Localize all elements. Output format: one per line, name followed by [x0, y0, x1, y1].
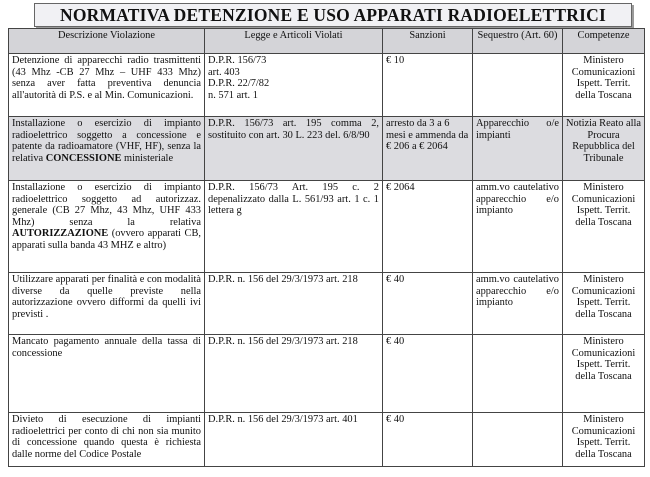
cell-sequestro [473, 413, 563, 467]
cell-competenze: Ministero Comunicazioni Ispett. Territ. della Toscana [563, 181, 645, 273]
cell-sanzioni: € 10 [383, 54, 473, 117]
table-row [9, 413, 645, 467]
cell-sanzioni: € 2064 [383, 181, 473, 273]
cell-descrizione: Utilizzare apparati per finalità e con modalità diverse da quelle previste nella autorizzazione ovvero difformi da quelli ivi previsti . [9, 273, 205, 335]
cell-competenze: Ministero Comunicazioni Ispett. Territ. della Toscana [563, 273, 645, 335]
column-header-sanzioni: Sanzioni [383, 29, 473, 54]
cell-descrizione: Installazione o esercizio di impianto radioelettrico soggetto ad autorizzaz. generale (CB 27 Mhz, 43 Mhz, UHF 433 Mhz) senza la relativa AUTORIZZAZIONE (ovvero apparati CB, apparati sulla banda 43 MHZ e altro) [9, 181, 205, 273]
violations-table [8, 28, 645, 467]
cell-legge: D.P.R. n. 156 del 29/3/1973 art. 218 [205, 273, 383, 335]
cell-sanzioni: € 40 [383, 273, 473, 335]
table-row [9, 181, 645, 273]
cell-competenze: Ministero Comunicazioni Ispett. Territ. della Toscana [563, 54, 645, 117]
cell-sequestro [473, 54, 563, 117]
cell-legge: D.P.R. 156/73 art. 403 D.P.R. 22/7/82 n. 571 art. 1 [205, 54, 383, 117]
column-header-sequestro: Sequestro (Art. 60) [473, 29, 563, 54]
cell-competenze: Ministero Comunicazioni Ispett. Territ. della Toscana [563, 413, 645, 467]
column-header-legge: Legge e Articoli Violati [205, 29, 383, 54]
table-row [9, 117, 645, 181]
cell-sanzioni: € 40 [383, 413, 473, 467]
cell-competenze: Notizia Reato alla Procura Repubblica del Tribunale [563, 117, 645, 181]
cell-sequestro [473, 335, 563, 413]
cell-sequestro: Apparecchio o/e impianti [473, 117, 563, 181]
cell-descrizione: Mancato pagamento annuale della tassa di concessione [9, 335, 205, 413]
cell-descrizione: Installazione o esercizio di impianto radioelettrico soggetto a concessione e patente da radioamatore (VHF, HF), senza la relativa CONCESSIONE ministeriale [9, 117, 205, 181]
table-row [9, 273, 645, 335]
table-row [9, 54, 645, 117]
column-header-competenze: Competenze [563, 29, 645, 54]
cell-legge: D.P.R. 156/73 art. 195 comma 2, sostituito con art. 30 L. 223 del. 6/8/90 [205, 117, 383, 181]
page-title: NORMATIVA DETENZIONE E USO APPARATI RADIOELETTRICI [34, 3, 632, 27]
table-header-row [9, 29, 645, 54]
cell-legge: D.P.R. 156/73 Art. 195 c. 2 depenalizzato dalla L. 561/93 art. 1 c. 1 lettera g [205, 181, 383, 273]
cell-competenze: Ministero Comunicazioni Ispett. Territ. della Toscana [563, 335, 645, 413]
cell-sanzioni: € 40 [383, 335, 473, 413]
cell-legge: D.P.R. n. 156 del 29/3/1973 art. 401 [205, 413, 383, 467]
table-row [9, 335, 645, 413]
cell-sequestro: amm.vo cautelativo apparecchio e/o impianto [473, 181, 563, 273]
column-header-descrizione: Descrizione Violazione [9, 29, 205, 54]
cell-sequestro: amm.vo cautelativo apparecchio e/o impianto [473, 273, 563, 335]
cell-legge: D.P.R. n. 156 del 29/3/1973 art. 218 [205, 335, 383, 413]
cell-sanzioni: arresto da 3 a 6 mesi e ammenda da € 206 a € 2064 [383, 117, 473, 181]
cell-descrizione: Divieto di esecuzione di impianti radioelettrici per conto di chi non sia munito di concessione quando questa è richiesta dalle norme del Codice Postale [9, 413, 205, 467]
cell-descrizione: Detenzione di apparecchi radio trasmittenti (43 Mhz -CB 27 Mhz – UHF 433 Mhz) senza aver fatta preventiva denuncia all'autorità di P.S. e al Min. Comunicazioni. [9, 54, 205, 117]
